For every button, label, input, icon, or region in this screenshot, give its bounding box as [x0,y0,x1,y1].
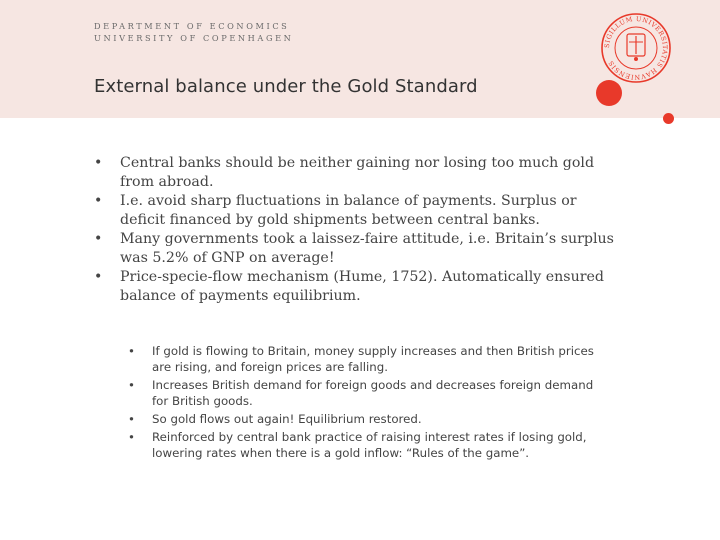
department-line: DEPARTMENT OF ECONOMICS [94,21,290,31]
accent-dot-large [596,80,622,106]
bullet-marker: • [128,344,135,358]
main-bullet-list [94,154,614,306]
sub-bullet-item [126,429,596,461]
bullet-text: I.e. avoid sharp fluctuations in balance of payments. Surplus or deficit financed by gold shipments between central banks. [120,193,577,228]
university-seal-logo [600,12,672,84]
sub-bullet-text: So gold flows out again! Equilibrium restored. [152,412,422,426]
bullet-item [94,230,614,268]
sub-bullet-item [126,343,596,375]
department-name [94,20,293,44]
bullet-marker: • [94,193,103,209]
sub-bullet-text: If gold is flowing to Britain, money supply increases and then British prices are rising, and foreign prices are falling. [152,344,594,374]
bullet-marker: • [128,430,135,444]
accent-dot-small [663,113,674,124]
sub-bullet-item [126,377,596,409]
bullet-marker: • [128,412,135,426]
bullet-item [94,154,614,192]
bullet-text: Central banks should be neither gaining nor losing too much gold from abroad. [120,155,595,190]
bullet-text: Price-specie-flow mechanism (Hume, 1752). Automatically ensured balance of payments equilibrium. [120,269,604,304]
sub-bullet-text: Increases British demand for foreign goods and decreases foreign demand for British goods. [152,378,594,408]
bullet-marker: • [94,269,103,285]
sub-bullet-item [126,411,596,427]
sub-bullet-list [126,343,596,463]
bullet-item [94,192,614,230]
seal-lettering: SIGILLUM UNIVERSITATIS HAVNIENSIS [602,14,670,82]
bullet-text: Many governments took a laissez-faire attitude, i.e. Britain’s surplus was 5.2% of GNP on average! [120,231,614,266]
header-band [0,0,720,118]
sub-bullet-text: Reinforced by central bank practice of raising interest rates if losing gold, lowering rates when there is a gold inflow: “Rules of the game”. [152,430,587,460]
bullet-marker: • [94,231,103,247]
bullet-marker: • [128,378,135,392]
slide-title: External balance under the Gold Standard [94,76,478,97]
bullet-marker: • [94,155,103,171]
bullet-item [94,268,614,306]
university-line: UNIVERSITY OF COPENHAGEN [94,33,294,43]
